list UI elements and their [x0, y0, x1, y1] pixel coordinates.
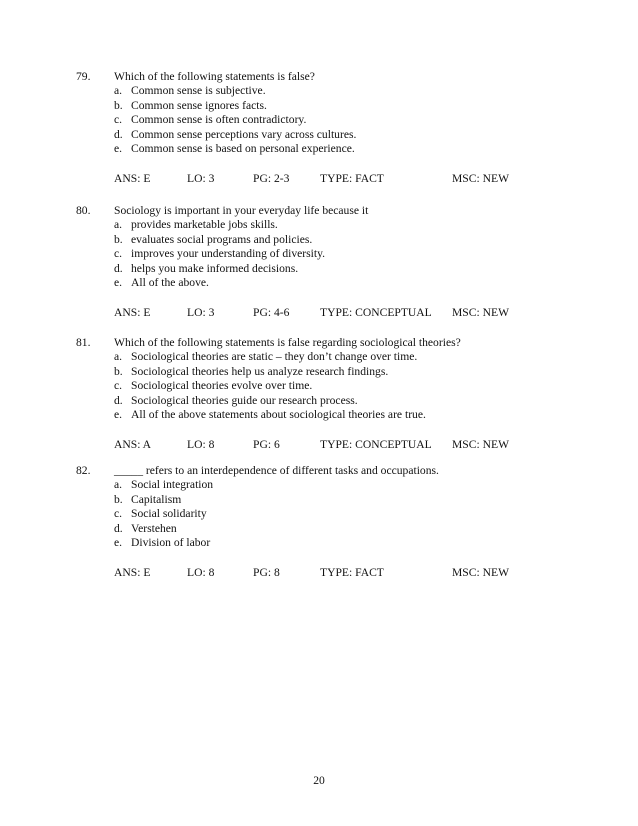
question-79: [0, 69, 638, 186]
option-text: improves your understanding of diversity.: [131, 247, 326, 261]
answer-option: [0, 233, 638, 248]
option-text: Common sense ignores facts.: [131, 98, 267, 112]
option-text: Common sense is subjective.: [131, 84, 266, 97]
option-text: Sociological theories evolve over time.: [131, 379, 313, 393]
answer-option: [0, 247, 638, 262]
question-type: TYPE: CONCEPTUAL: [320, 305, 432, 319]
option-text: Sociological theories guide our research process.: [131, 393, 358, 407]
answer-option: [0, 365, 638, 380]
option-text: Sociological theories help us analyze research findings.: [131, 364, 389, 378]
option-text: helps you make informed decisions.: [131, 261, 299, 275]
answer-metadata: [0, 305, 638, 320]
option-letter: b.: [114, 492, 123, 506]
question-type: TYPE: FACT: [320, 565, 384, 579]
option-text: Common sense perceptions vary across cultures.: [131, 127, 357, 141]
option-letter: d.: [114, 127, 123, 141]
option-letter: e.: [114, 536, 123, 550]
option-text: Common sense is often contradictory.: [131, 113, 307, 127]
option-letter: c.: [114, 379, 123, 393]
answer-option: [0, 128, 638, 143]
option-letter: b.: [114, 98, 123, 112]
answer-option: [0, 379, 638, 394]
question-80: [0, 203, 638, 320]
question-82: [0, 463, 638, 580]
page-reference: PG: 2-3: [253, 171, 290, 185]
option-text: All of the above.: [131, 276, 209, 290]
option-text: Social integration: [131, 478, 214, 491]
answer-option: [0, 99, 638, 114]
answer-option: [0, 507, 638, 522]
question-stem: _____ refers to an interdependence of different tasks and occupations.: [114, 464, 439, 477]
question-number: 80.: [76, 204, 91, 217]
option-letter: e.: [114, 142, 123, 156]
answer-metadata: [0, 565, 638, 580]
page-number: 20: [313, 774, 325, 787]
question-81: [0, 335, 638, 452]
answer-key: ANS: A: [114, 437, 152, 451]
answer-option: [0, 536, 638, 551]
option-letter: c.: [114, 247, 123, 261]
option-letter: a.: [114, 350, 123, 363]
option-letter: a.: [114, 478, 123, 491]
page-reference: PG: 8: [253, 565, 280, 579]
answer-option: [0, 394, 638, 409]
option-text: Common sense is based on personal experience.: [131, 142, 355, 156]
misc-tag: MSC: NEW: [452, 437, 510, 451]
learning-objective: LO: 3: [187, 171, 215, 185]
option-text: evaluates social programs and policies.: [131, 232, 313, 246]
answer-option: [0, 276, 638, 291]
learning-objective: LO: 8: [187, 437, 215, 451]
option-letter: d.: [114, 521, 123, 535]
misc-tag: MSC: NEW: [452, 305, 510, 319]
answer-option: [0, 142, 638, 157]
question-type: TYPE: CONCEPTUAL: [320, 437, 432, 451]
option-letter: e.: [114, 276, 123, 290]
question-stem: Sociology is important in your everyday life because it: [114, 204, 369, 217]
page-reference: PG: 4-6: [253, 305, 290, 319]
answer-metadata: [0, 437, 638, 452]
answer-option: [0, 262, 638, 277]
option-letter: a.: [114, 218, 123, 231]
option-text: Capitalism: [131, 492, 182, 506]
answer-key: ANS: E: [114, 305, 151, 319]
answer-option: [0, 522, 638, 537]
option-letter: c.: [114, 113, 123, 127]
answer-option: [0, 478, 638, 493]
answer-option: [0, 350, 638, 365]
question-number: 81.: [76, 336, 91, 349]
question-stem: Which of the following statements is false?: [114, 70, 315, 83]
answer-key: ANS: E: [114, 565, 151, 579]
answer-option: [0, 493, 638, 508]
answer-option: [0, 408, 638, 423]
option-text: Sociological theories are static – they don’t change over time.: [131, 350, 418, 363]
answer-option: [0, 218, 638, 233]
question-type: TYPE: FACT: [320, 171, 384, 185]
answer-option: [0, 84, 638, 99]
answer-metadata: [0, 171, 638, 186]
question-stem: Which of the following statements is false regarding sociological theories?: [114, 336, 461, 349]
option-text: provides marketable jobs skills.: [131, 218, 278, 231]
misc-tag: MSC: NEW: [452, 565, 510, 579]
page-reference: PG: 6: [253, 437, 280, 451]
learning-objective: LO: 8: [187, 565, 215, 579]
question-number: 79.: [76, 70, 91, 83]
option-text: Division of labor: [131, 536, 211, 550]
option-text: Verstehen: [131, 521, 177, 535]
option-letter: b.: [114, 232, 123, 246]
option-letter: c.: [114, 507, 123, 521]
option-letter: a.: [114, 84, 123, 97]
option-letter: b.: [114, 364, 123, 378]
option-letter: e.: [114, 408, 123, 422]
option-text: All of the above statements about sociological theories are true.: [131, 408, 426, 422]
question-number: 82.: [76, 464, 91, 477]
misc-tag: MSC: NEW: [452, 171, 510, 185]
option-letter: d.: [114, 261, 123, 275]
answer-option: [0, 113, 638, 128]
option-text: Social solidarity: [131, 507, 207, 521]
learning-objective: LO: 3: [187, 305, 215, 319]
option-letter: d.: [114, 393, 123, 407]
answer-key: ANS: E: [114, 171, 151, 185]
